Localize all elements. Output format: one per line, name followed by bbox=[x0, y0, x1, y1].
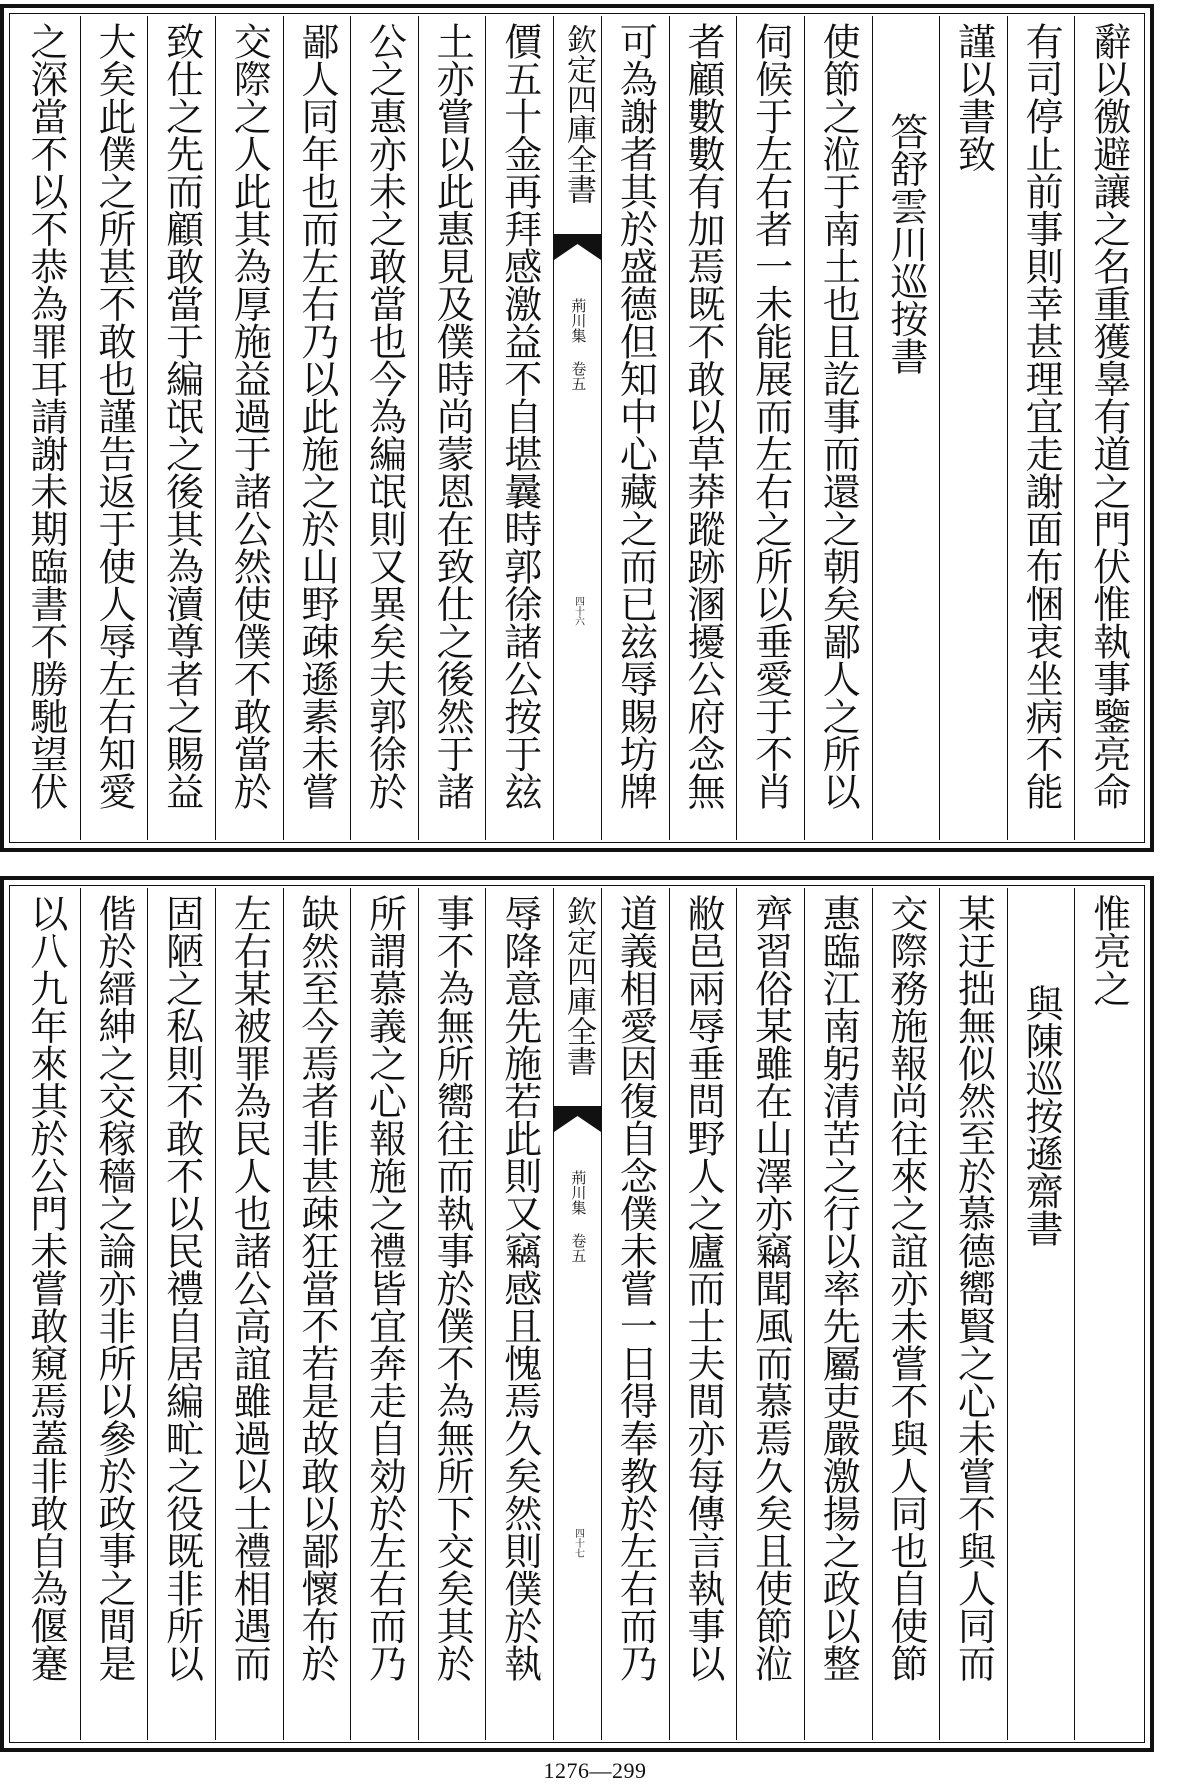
column-text: 土亦嘗以此惠見及僕時尚蒙恩在致仕之後然于諸 bbox=[430, 22, 475, 810]
top-text-column bbox=[350, 16, 418, 840]
bottom-centre-fold bbox=[553, 888, 601, 1740]
column-text: 惠臨江南躬清苦之行以率先屬吏嚴激揚之政以整 bbox=[816, 894, 861, 1682]
top-text-column bbox=[80, 16, 148, 840]
column-text: 交際務施報尚往來之誼亦未嘗不與人同也自使節 bbox=[883, 894, 928, 1682]
column-text: 所謂慕義之心報施之禮皆宜奔走自効於左右而乃 bbox=[362, 894, 407, 1682]
fishtail-mark-icon bbox=[554, 234, 601, 260]
column-text: 有司停止前事則幸甚理宜走謝面布悃衷坐病不能 bbox=[1019, 22, 1064, 810]
top-text-column bbox=[736, 16, 804, 840]
bottom-text-column bbox=[601, 888, 669, 1740]
top-text-column bbox=[12, 16, 80, 840]
fishtail-mark-icon bbox=[554, 1106, 601, 1132]
page-reference: 1276—299 bbox=[543, 1758, 647, 1783]
top-text-column bbox=[418, 16, 486, 840]
column-text: 缺然至今焉者非甚疎狂當不若是故敢以鄙懷布於 bbox=[294, 894, 339, 1682]
top-text-column bbox=[939, 16, 1007, 840]
bottom-text-column bbox=[418, 888, 486, 1740]
bottom-text-column bbox=[12, 888, 80, 1740]
bottom-text-column bbox=[669, 888, 737, 1740]
bottom-text-column bbox=[215, 888, 283, 1740]
bottom-text-column bbox=[350, 888, 418, 1740]
bottom-text-column bbox=[804, 888, 872, 1740]
column-text: 辱降意先施若此則又竊感且愧焉久矣然則僕於執 bbox=[497, 894, 542, 1682]
top-text-column bbox=[1074, 16, 1142, 840]
page-bottom bbox=[0, 876, 1154, 1752]
column-text: 交際之人此其為厚施益過于諸公然使僕不敢當於 bbox=[227, 22, 272, 810]
top-text-column bbox=[669, 16, 737, 840]
volume-label: 荊川集 卷五 bbox=[569, 1170, 588, 1263]
page-top bbox=[0, 4, 1154, 852]
top-text-column bbox=[804, 16, 872, 840]
column-text: 伺候于左右者一未能展而左右之所以垂愛于不肖 bbox=[748, 22, 793, 810]
column-text: 齊習俗某雖在山澤亦竊聞風而慕焉久矣且使節涖 bbox=[748, 894, 793, 1682]
letter-title: 與陳巡按遜齋書 bbox=[1019, 984, 1064, 1247]
folio-number: 四十七 bbox=[572, 1528, 584, 1558]
column-text: 敝邑兩辱垂問野人之廬而士夫間亦每傳言執事以 bbox=[680, 894, 725, 1682]
column-text: 偕於縉紳之交稼穡之論亦非所以參於政事之間是 bbox=[91, 894, 136, 1682]
folio-number: 四十六 bbox=[572, 596, 584, 626]
column-text: 固陋之私則不敢不以民禮自居編甿之役既非所以 bbox=[159, 894, 204, 1682]
bottom-text-column bbox=[872, 888, 940, 1740]
column-text: 者顧數數有加焉既不敢以草莽蹤跡溷擾公府念無 bbox=[680, 22, 725, 810]
bottom-text-column bbox=[485, 888, 553, 1740]
top-text-column bbox=[147, 16, 215, 840]
column-text: 謹以書致 bbox=[951, 22, 996, 172]
bottom-text-column bbox=[1007, 888, 1075, 1740]
top-text-column bbox=[283, 16, 351, 840]
text-columns-bottom bbox=[12, 888, 1142, 1740]
column-text: 某迂拙無似然至於慕德嚮賢之心未嘗不與人同而 bbox=[951, 894, 996, 1682]
bottom-text-column bbox=[1074, 888, 1142, 1740]
column-text: 事不為無所嚮往而執事於僕不為無所下交矣其於 bbox=[430, 894, 475, 1682]
column-text: 公之惠亦未之敢當也今為編氓則又異矣夫郭徐於 bbox=[362, 22, 407, 810]
top-text-column bbox=[601, 16, 669, 840]
volume-label: 荊川集 卷五 bbox=[569, 298, 588, 391]
top-text-column bbox=[485, 16, 553, 840]
column-text: 大矣此僕之所甚不敢也謹告返于使人辱左右知愛 bbox=[91, 22, 136, 810]
column-text: 可為謝者其於盛德但知中心藏之而已玆辱賜坊牌 bbox=[613, 22, 658, 810]
column-text: 左右某被罪為民人也諸公高誼雖過以士禮相遇而 bbox=[227, 894, 272, 1682]
bottom-text-column bbox=[939, 888, 1007, 1740]
top-text-column bbox=[215, 16, 283, 840]
column-text: 以八九年來其於公門未嘗敢窺焉蓋非敢自為偃蹇 bbox=[23, 894, 68, 1682]
text-columns-top bbox=[12, 16, 1142, 840]
column-text: 惟亮之 bbox=[1086, 894, 1131, 1007]
column-text: 價五十金再拜感激益不自堪曩時郭徐諸公按于玆 bbox=[497, 22, 542, 810]
column-text: 鄙人同年也而左右乃以此施之於山野疎遜素未嘗 bbox=[294, 22, 339, 810]
siku-quanshu-label: 欽定四庫全書 bbox=[560, 896, 596, 1076]
bottom-text-column bbox=[147, 888, 215, 1740]
top-centre-fold bbox=[553, 16, 601, 840]
column-text: 辭以徼避讓之名重獲辠有道之門伏惟執事鑒亮命 bbox=[1086, 22, 1131, 810]
column-text: 道義相愛因復自念僕未嘗一日得奉教於左右而乃 bbox=[613, 894, 658, 1682]
column-text: 致仕之先而顧敢當于編氓之後其為瀆尊者之賜益 bbox=[159, 22, 204, 810]
letter-title: 答舒雲川巡按書 bbox=[883, 112, 928, 375]
bottom-text-column bbox=[736, 888, 804, 1740]
bottom-text-column bbox=[283, 888, 351, 1740]
bottom-text-column bbox=[80, 888, 148, 1740]
column-text: 之深當不以不恭為罪耳請謝未期臨書不勝馳望伏 bbox=[23, 22, 68, 810]
siku-quanshu-label: 欽定四庫全書 bbox=[560, 24, 596, 204]
column-text: 使節之涖于南土也且訖事而還之朝矣鄙人之所以 bbox=[816, 22, 861, 810]
top-text-column bbox=[1007, 16, 1075, 840]
top-text-column bbox=[872, 16, 940, 840]
